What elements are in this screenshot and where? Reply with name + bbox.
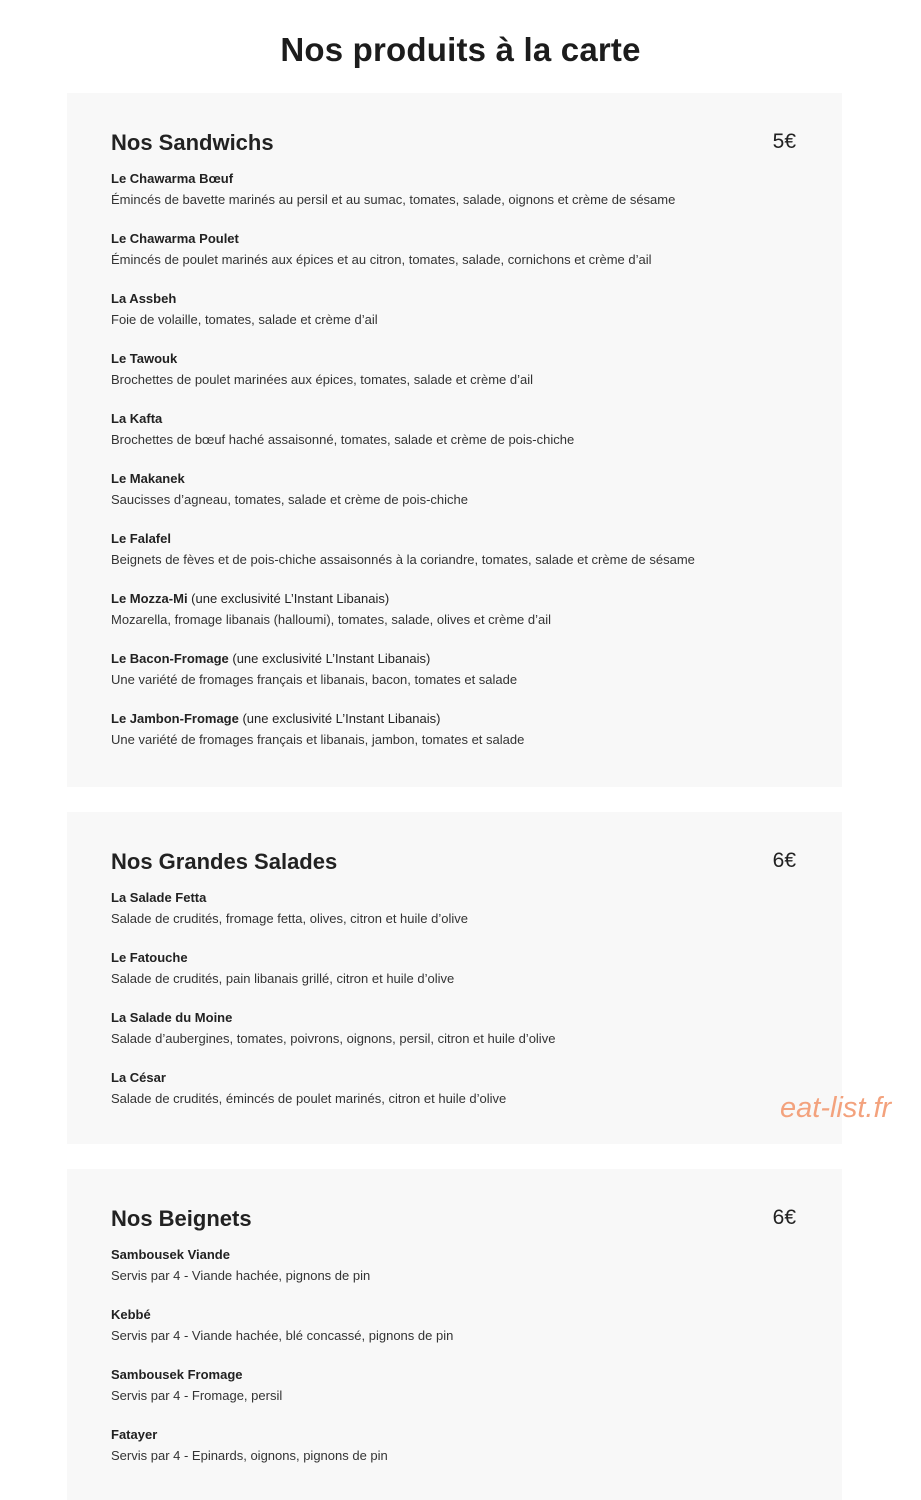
menu-item-description: Beignets de fèves et de pois-chiche assaisonnés à la coriandre, tomates, salade et crème de sésame xyxy=(111,552,695,567)
section-price: 6€ xyxy=(772,1206,796,1229)
menu-item xyxy=(111,649,796,690)
menu-item-description: Servis par 4 - Viande hachée, blé concassé, pignons de pin xyxy=(111,1328,454,1343)
menu-item-heading xyxy=(111,1305,796,1325)
menu-item-heading xyxy=(111,1008,796,1028)
menu-item-name: Le Mozza-Mi xyxy=(111,591,188,606)
menu-item-heading xyxy=(111,1245,796,1265)
menu-item-heading xyxy=(111,589,796,609)
section-item-list xyxy=(111,1245,796,1466)
menu-item-heading xyxy=(111,709,796,729)
section-header xyxy=(111,130,796,164)
menu-item-heading xyxy=(111,1068,796,1088)
menu-item-heading xyxy=(111,649,796,669)
menu-item-heading xyxy=(111,888,796,908)
menu-item-description: Brochettes de bœuf haché assaisonné, tomates, salade et crème de pois-chiche xyxy=(111,432,575,447)
section-title: Nos Grandes Salades xyxy=(111,849,338,874)
menu-item-name: Kebbé xyxy=(111,1307,151,1322)
menu-item-name: Le Fatouche xyxy=(111,950,188,965)
menu-item-description: Mozarella, fromage libanais (halloumi), tomates, salade, olives et crème d’ail xyxy=(111,612,552,627)
menu-item xyxy=(111,1305,796,1346)
menu-item-heading xyxy=(111,1425,796,1445)
menu-item-name: La Assbeh xyxy=(111,291,177,306)
menu-item-name: Le Makanek xyxy=(111,471,185,486)
menu-item-name: La Kafta xyxy=(111,411,163,426)
menu-item-name: Le Chawarma Poulet xyxy=(111,231,239,246)
menu-item xyxy=(111,229,796,270)
watermark: eat-list.fr xyxy=(780,1092,892,1124)
menu-item-name: La Salade Fetta xyxy=(111,890,207,905)
menu-item-description: Émincés de poulet marinés aux épices et au citron, tomates, salade, cornichons et crème d’ail xyxy=(111,252,652,267)
menu-item-description: Une variété de fromages français et libanais, jambon, tomates et salade xyxy=(111,732,525,747)
section-title: Nos Beignets xyxy=(111,1206,252,1231)
menu-item-description: Salade de crudités, fromage fetta, olives, citron et huile d’olive xyxy=(111,911,468,926)
menu-item-name: La César xyxy=(111,1070,166,1085)
menu-item xyxy=(111,888,796,929)
menu-section-card xyxy=(67,93,842,787)
menu-item-heading xyxy=(111,289,796,309)
menu-item-name: La Salade du Moine xyxy=(111,1010,233,1025)
menu-item-description: Salade de crudités, émincés de poulet marinés, citron et huile d’olive xyxy=(111,1091,507,1106)
menu-item-heading xyxy=(111,469,796,489)
section-price: 6€ xyxy=(772,849,796,872)
menu-item-name: Le Tawouk xyxy=(111,351,178,366)
menu-item-description: Brochettes de poulet marinées aux épices, tomates, salade et crème d’ail xyxy=(111,372,534,387)
menu-item xyxy=(111,1245,796,1286)
menu-item-description: Salade de crudités, pain libanais grillé, citron et huile d’olive xyxy=(111,971,455,986)
menu-item-description: Servis par 4 - Viande hachée, pignons de pin xyxy=(111,1268,371,1283)
menu-item-heading xyxy=(111,229,796,249)
menu-item xyxy=(111,589,796,630)
menu-item xyxy=(111,1008,796,1049)
menu-item-description: Saucisses d’agneau, tomates, salade et crème de pois-chiche xyxy=(111,492,468,507)
section-item-list xyxy=(111,888,796,1109)
menu-item-heading xyxy=(111,349,796,369)
section-header xyxy=(111,849,796,883)
menu-item-heading xyxy=(111,948,796,968)
menu-item-description: Émincés de bavette marinés au persil et au sumac, tomates, salade, oignons et crème de sésame xyxy=(111,192,676,207)
menu-item-description: Servis par 4 - Epinards, oignons, pignons de pin xyxy=(111,1448,388,1463)
menu-section-card xyxy=(67,812,842,1144)
menu-item-name: Fatayer xyxy=(111,1427,158,1442)
menu-item xyxy=(111,349,796,390)
menu-item-description: Foie de volaille, tomates, salade et crème d’ail xyxy=(111,312,378,327)
menu-item xyxy=(111,948,796,989)
section-item-list xyxy=(111,169,796,750)
page-title: Nos produits à la carte xyxy=(280,31,641,68)
menu-item-heading xyxy=(111,1365,796,1385)
menu-item-heading xyxy=(111,409,796,429)
section-header xyxy=(111,1206,796,1240)
section-title: Nos Sandwichs xyxy=(111,130,274,155)
menu-item-name: Sambousek Viande xyxy=(111,1247,230,1262)
menu-item xyxy=(111,709,796,750)
menu-item xyxy=(111,409,796,450)
menu-item-note: (une exclusivité L’Instant Libanais) xyxy=(187,591,390,606)
menu-item xyxy=(111,469,796,510)
menu-item-name: Sambousek Fromage xyxy=(111,1367,243,1382)
menu-item-heading xyxy=(111,529,796,549)
menu-item xyxy=(111,169,796,210)
menu-item xyxy=(111,1068,796,1109)
menu-item xyxy=(111,1425,796,1466)
menu-item-note: (une exclusivité L’Instant Libanais) xyxy=(228,651,431,666)
menu-item-note: (une exclusivité L’Instant Libanais) xyxy=(238,711,441,726)
menu-item-name: Le Jambon-Fromage xyxy=(111,711,239,726)
menu-item-name: Le Falafel xyxy=(111,531,171,546)
menu-item xyxy=(111,289,796,330)
menu-item-description: Salade d’aubergines, tomates, poivrons, oignons, persil, citron et huile d’olive xyxy=(111,1031,556,1046)
menu-item-heading xyxy=(111,169,796,189)
menu-section-card xyxy=(67,1169,842,1500)
menu-item xyxy=(111,529,796,570)
menu-item-description: Servis par 4 - Fromage, persil xyxy=(111,1388,283,1403)
menu-item xyxy=(111,1365,796,1406)
menu-item-name: Le Chawarma Bœuf xyxy=(111,171,234,186)
section-price: 5€ xyxy=(772,130,796,153)
menu-item-name: Le Bacon-Fromage xyxy=(111,651,229,666)
menu-item-description: Une variété de fromages français et libanais, bacon, tomates et salade xyxy=(111,672,518,687)
